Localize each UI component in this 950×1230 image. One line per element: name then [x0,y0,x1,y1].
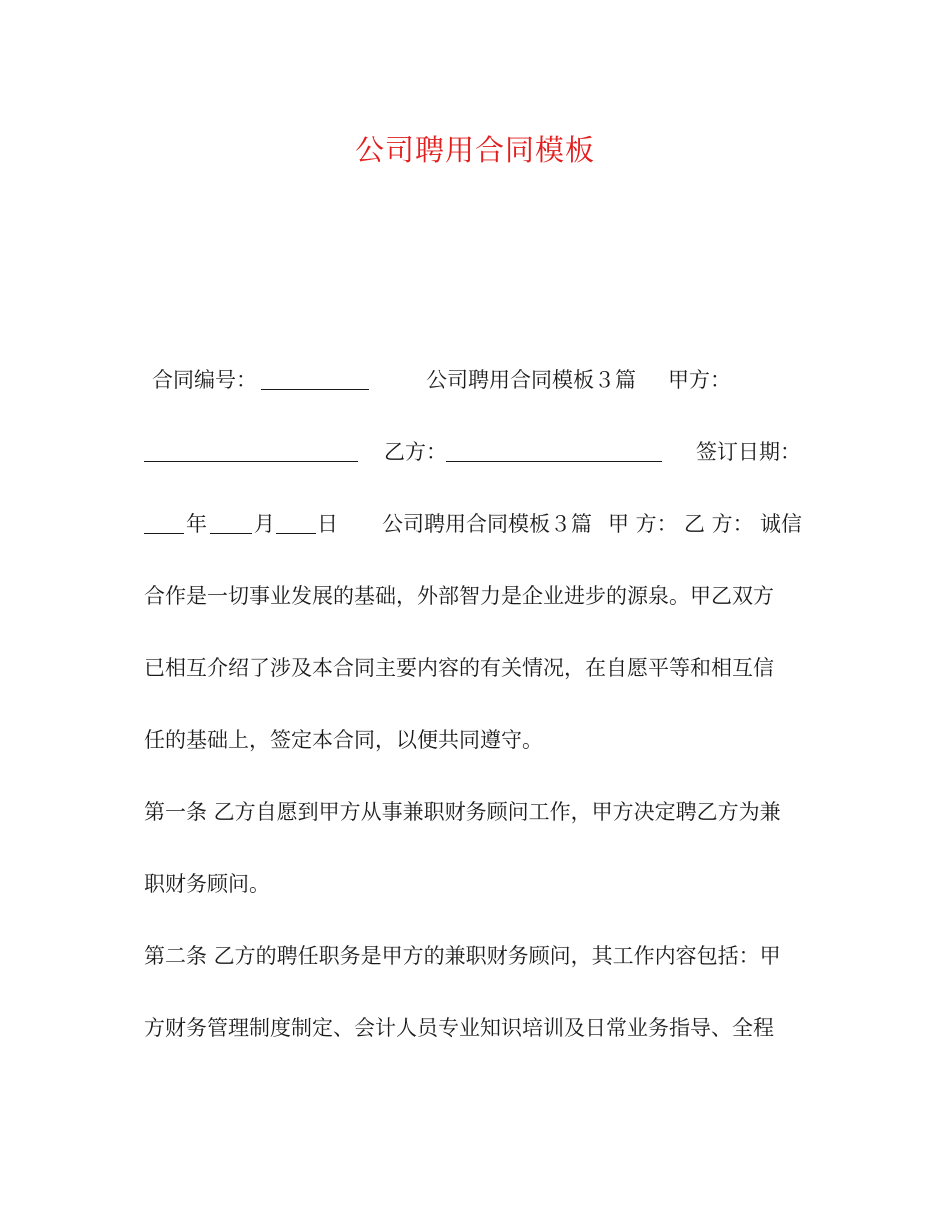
party-a-blank [144,443,358,462]
party-b-label-2: 乙 方： [684,512,754,536]
article-1-line: 第一条 乙方自愿到甲方从事兼职财务顾问工作，甲方决定聘乙方为兼 [144,800,781,824]
party-b-blank [446,443,662,462]
party-b-label: 乙方： [384,440,447,464]
contract-number-blank [261,371,369,390]
year-blank [144,515,184,534]
month-blank [210,515,252,534]
body-line: 已相互介绍了涉及本合同主要内容的有关情况，在自愿平等和相互信 [144,656,774,680]
party-a-label: 甲方： [668,368,731,392]
body-line: 任的基础上，签定本合同，以便共同遵守。 [144,728,543,752]
template-heading-2: 公司聘用合同模板３篇 [382,512,592,536]
party-a-label-2: 甲 方： [608,512,678,536]
cheng-xin-text: 诚信 [760,512,802,536]
month-label: 月 [254,512,275,536]
year-label: 年 [186,512,207,536]
day-blank [276,515,316,534]
document-title: 公司聘用合同模板 [354,133,595,167]
day-label: 日 [317,512,338,536]
sign-date-label: 签订日期： [696,440,801,464]
contract-number-label: 合同编号： [152,368,257,392]
template-heading: 公司聘用合同模板３篇 [426,368,636,392]
body-line: 方财务管理制度制定、会计人员专业知识培训及日常业务指导、全程 [144,1016,774,1040]
article-2-line: 第二条 乙方的聘任职务是甲方的兼职财务顾问，其工作内容包括：甲 [144,944,781,968]
body-line: 职财务顾问。 [144,872,270,896]
body-line: 合作是一切事业发展的基础，外部智力是企业进步的源泉。甲乙双方 [144,584,774,608]
